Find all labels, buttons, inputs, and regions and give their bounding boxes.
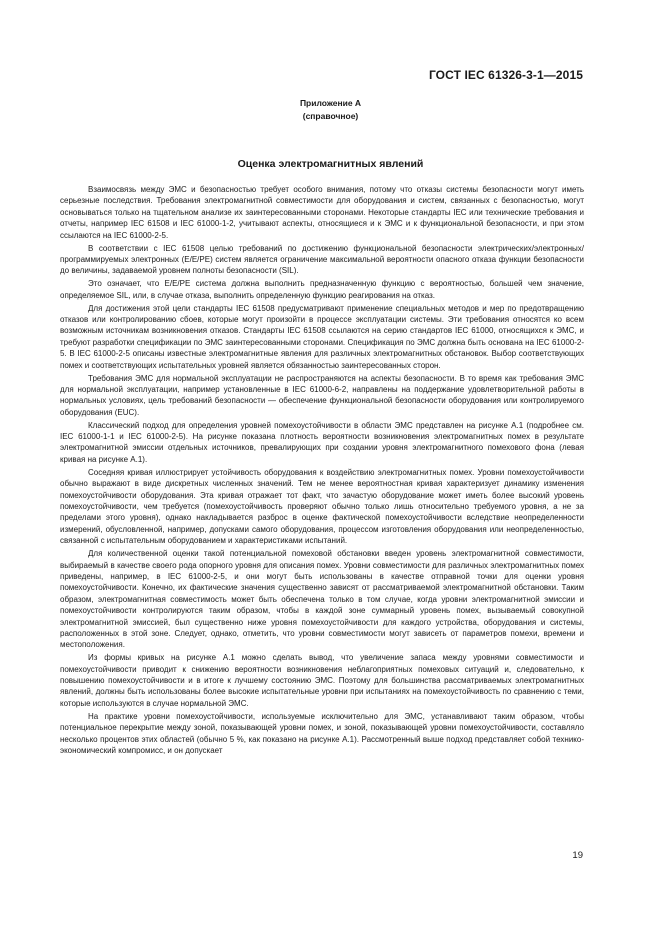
paragraph: Взаимосвязь между ЭМС и безопасностью требует особого внимания, потому что отказы системы безопасности могут иметь серьезные последствия. Требования электромагнитной совместимости для оборудования и систем, связанных с безопасностью, могут основываться только на тщательном анализе их заинтересованными сторонами. Некоторые стандарты IEC или технические требования и отчеты, например IEC 61508 и IEC 61000-1-2, учитывают аспекты, относящиеся и к ЭМС и к функциональной безопасности, и при этом ссылаются на IEC 61000-2-5.: [60, 185, 584, 240]
paragraph: Это означает, что E/E/PE система должна выполнить предназначенную функцию с вероятностью, большей чем значение, определяемое SIL, или, в случае отказа, выполнить определенную функцию реагирования на отказ.: [60, 279, 584, 300]
section-title: Оценка электромагнитных явлений: [237, 158, 424, 170]
annex-type: (справочное): [302, 110, 359, 121]
paragraph: Для количественной оценки такой потенциальной помеховой обстановки введен уровень электромагнитной совместимости, выбираемый в качестве своего рода опорного уровня для описания помех. Уровни совместимости для различных электромагнитных помех приведены, например, в IEC 61000-2-5, и они могут быть использованы в качестве отправной точки для оценки уровня помехоустойчивости. Конечно, их фактические значения существенно зависят от рассматриваемой электромагнитной обстановки. Таким образом, электромагнитная совместимость может быть обеспечена только в том случае, когда уровни электромагнитной эмиссии и помехоустойчивости контролируются таким образом, чтобы в каждой зоне суммарный уровень помех, вызываемый совокупной электромагнитной эмиссией, был существенно ниже уровня помехоустойчивости для каждого устройства, оборудования и системы, расположенных в этой зоне. Следует, однако, отметить, что уровни совместимости могут зависеть от параметров помехи, времени и местоположения.: [60, 549, 584, 650]
annex-label: Приложение А: [299, 98, 362, 108]
paragraph: Классический подход для определения уровней помехоустойчивости в области ЭМС представлен на рисунке А.1 (подробнее см. IEC 61000-1-1 и IEC 61000-2-5). На рисунке показана плотность вероятности возникновения электромагнитных помех в результате электромагнитной эмиссии отдельных источников, превалирующих при создании уровня электромагнитного помехового фона (левая кривая на рисунке А.1).: [60, 420, 584, 464]
paragraph: Для достижения этой цели стандарты IEC 61508 предусматривают применение специальных методов и мер по предотвращению отказов или контролированию сбоев, которые могут произойти в процессе эксплуатации системы. Эти требования относятся ко всем возможным источникам возникновения отказов. Стандарты IEC 61508 ссылаются на серию стандартов IEC 61000, относящихся к ЭМС, и требуют разработки спецификации по ЭМС заинтересованными сторонами. Спецификация по ЭМС должна быть основана на IEC 61000-2-5. В IEC 61000-2-5 описаны известные электромагнитные явления для различных электромагнитных обстановок. Выбор соответствующих помех и соответствующих испытательных уровней является обязанностью заинтересованных сторон.: [60, 303, 584, 370]
paragraph: В соответствии с IEC 61508 целью требований по достижению функциональной безопасности электрических/электронных/программируемых электронных (E/E/PE) систем является ограничение максимальной вероятности опасного отказа функции безопасности до величины, задаваемой уровнем полноты безопасности (SIL).: [60, 243, 584, 276]
annex-heading: [0, 97, 661, 122]
standard-designation: ГОСТ IEC 61326-3-1—2015: [428, 68, 583, 82]
paragraph: Соседняя кривая иллюстрирует устойчивость оборудования к воздействию электромагнитных помех. Уровни помехоустойчивости обычно выражают в виде дискретных численных значений. Тем не менее вероятностная кривая характеризует динамику изменения помехоустойчивости оборудования. Эта кривая отражает тот факт, что зачастую оборудование может иметь более высокий уровень помехоустойчивости, чем требуется (помехоустойчивость проверяют обычно только лишь относительно требуемого уровня, а не за пределами этого уровня), однако накладывается разброс в оценке фактической помехоустойчивости вследствие неопределенности измерений, обусловленной, например, допусками самого оборудования, процессом изготовления оборудования или неопределенностью, связанной с испытательным оборудованием и характеристиками испытаний.: [60, 467, 584, 546]
body-text: [60, 184, 584, 758]
page-number: 19: [572, 850, 583, 861]
paragraph: На практике уровни помехоустойчивости, используемые исключительно для ЭМС, устанавливают таким образом, чтобы потенциальное перекрытие между зоной, показывающей уровни помех, и зоной, показывающей уровни помехоустойчивости, составляло несколько процентов этих областей (обычно 5 %, как показано на рисунке А.1). Рассмотренный выше подход представляет собой технико-экономический компромисс, и он допускает: [60, 711, 584, 755]
paragraph: Из формы кривых на рисунке А.1 можно сделать вывод, что увеличение запаса между уровнями совместимости и помехоустойчивости приводит к снижению вероятности возникновения неблагоприятных помеховых ситуаций и, следовательно, к повышению помехоустойчивости и в итоге к лучшему состоянию ЭМС. Поэтому для большинства рассматриваемых электромагнитных явлений, должны быть использованы более высокие испытательные уровни при испытаниях на помехоустойчивость по сравнению с теми, которые используются в случае нормальной ЭМС.: [60, 653, 584, 708]
paragraph: Требования ЭМС для нормальной эксплуатации не распространяются на аспекты безопасности. В то время как требования ЭМС для нормальной эксплуатации, например установленные в IEC 61000-6-2, направлены на поддержание удовлетворительной работы в нормальных условиях, цель требований безопасности — обеспечение функциональной безопасности оборудования или контролируемого оборудования (EUC).: [60, 373, 584, 417]
